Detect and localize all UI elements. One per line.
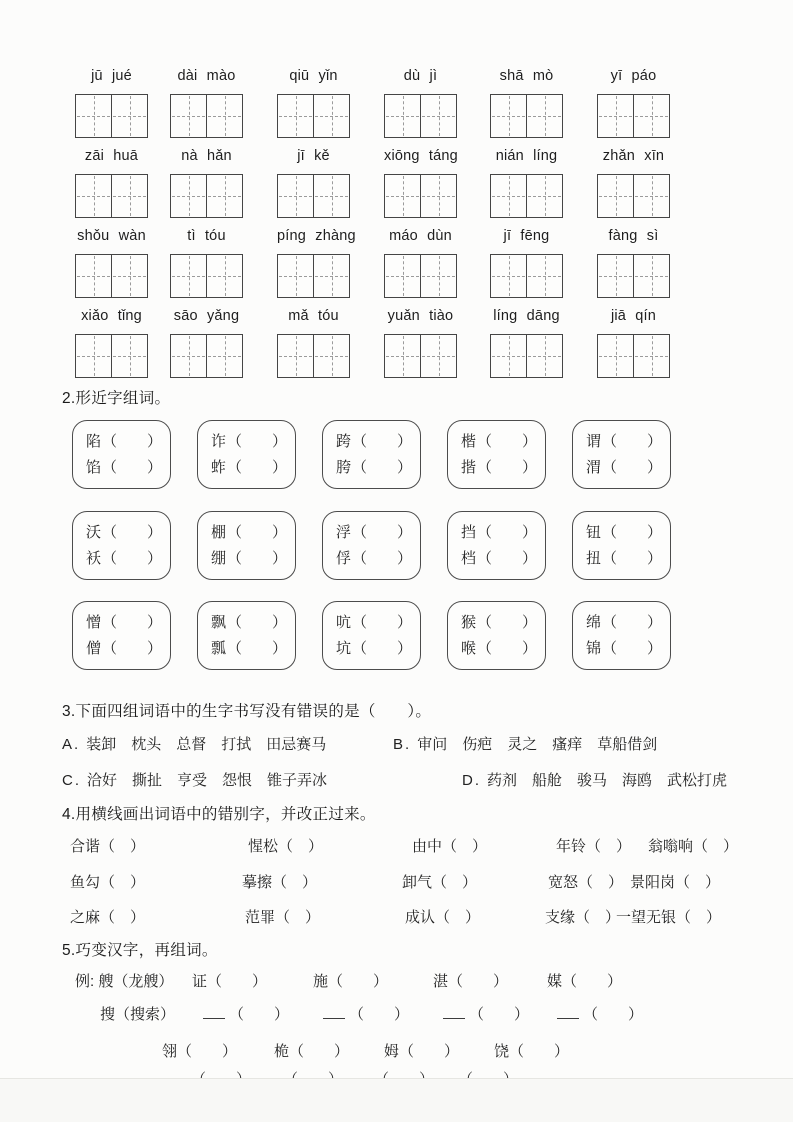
pair-box [72, 420, 171, 489]
pair-box [322, 601, 421, 670]
writing-grid [75, 174, 148, 218]
paren-blank: （ ） [352, 614, 413, 631]
paren-blank: （ ） [227, 459, 288, 476]
grid-cell [526, 335, 562, 377]
word-item: 之麻（ ） [70, 909, 146, 926]
pair-line [211, 636, 295, 662]
option-words: 审问 伤疤 灵之 瘙痒 草船借剑 [417, 736, 658, 753]
pair-line [461, 455, 545, 481]
pinyin-label: dài mào [177, 68, 236, 84]
char-item: 姆（ ） [384, 1043, 460, 1060]
paren-blank: （ ） [102, 640, 163, 657]
grid-cell [76, 255, 111, 297]
pair-box [572, 511, 671, 580]
pinyin-label: tì tóu [187, 228, 226, 244]
pair-line [86, 636, 170, 662]
grid-cell [385, 335, 420, 377]
pinyin-label: zhǎn xīn [602, 148, 665, 164]
pair-char: 袄 [86, 550, 102, 567]
word-item: 范罪（ ） [245, 909, 321, 926]
writing-grid [277, 94, 350, 138]
writing-grid [170, 94, 243, 138]
word-item: 翁嗡响（ ） [648, 838, 739, 855]
pair-line [461, 520, 545, 546]
pinyin-label: sāo yǎng [173, 308, 240, 324]
grid-cell [598, 95, 633, 137]
pair-line [86, 610, 170, 636]
option-label: C. [62, 772, 81, 789]
pinyin-column [384, 146, 457, 170]
grid-cell [598, 255, 633, 297]
pair-line [86, 546, 170, 572]
grid-cell [420, 175, 456, 217]
pair-char: 扭 [586, 550, 602, 567]
example-word: 搜（搜索） [100, 1006, 176, 1023]
pinyin-label: dù jì [403, 68, 438, 84]
paren-blank: （ ） [602, 614, 663, 631]
paren-blank: （ ） [352, 524, 413, 541]
pair-box [572, 420, 671, 489]
pair-char: 坑 [336, 640, 352, 657]
paren-blank: （ ） [102, 550, 163, 567]
pinyin-label: nián líng [495, 148, 558, 164]
pair-box [572, 601, 671, 670]
pinyin-row [0, 306, 793, 384]
pair-char: 陷 [86, 433, 102, 450]
paren-blank: （ ） [602, 524, 663, 541]
pair-char: 蚱 [211, 459, 227, 476]
pinyin-column [277, 306, 350, 330]
pinyin-label: jī kě [297, 148, 330, 164]
pinyin-column [490, 146, 563, 170]
pinyin-column [490, 306, 563, 330]
word-item: 年铃（ ） [556, 838, 632, 855]
pair-char: 猴 [461, 614, 477, 631]
paren-blank: （ ） [229, 1006, 290, 1023]
pair-line [336, 636, 420, 662]
grid-cell [313, 335, 349, 377]
grid-cell [420, 95, 456, 137]
pinyin-label: fàng sì [608, 228, 659, 244]
pair-line [586, 455, 670, 481]
grid-cell [206, 175, 242, 217]
grid-cell [385, 175, 420, 217]
writing-grid [75, 334, 148, 378]
pair-line [211, 455, 295, 481]
option-words: 洽好 撕扯 亨受 怨恨 锥子弄冰 [87, 772, 328, 789]
answer-blank [557, 1005, 579, 1019]
pinyin-column [384, 306, 457, 330]
pair-char: 谓 [586, 433, 602, 450]
option-a [62, 733, 326, 754]
word-row [0, 871, 793, 893]
grid-cell [111, 95, 147, 137]
grid-cell [491, 95, 526, 137]
pinyin-column [384, 226, 457, 250]
pair-line [336, 520, 420, 546]
word-item: 景阳岗（ ） [630, 874, 721, 891]
pair-char: 诈 [211, 433, 227, 450]
pinyin-column [277, 146, 350, 170]
pair-line [461, 610, 545, 636]
grid-cell [171, 95, 206, 137]
paren-blank: （ ） [477, 550, 538, 567]
section-5-title: 5.巧变汉字，再组词。 [62, 942, 218, 959]
word-item: 宽怒（ ） [548, 874, 624, 891]
pinyin-column [277, 66, 350, 90]
pair-char: 俘 [336, 550, 352, 567]
grid-cell [526, 255, 562, 297]
pair-char: 揩 [461, 459, 477, 476]
pinyin-row [0, 226, 793, 304]
writing-grid [490, 254, 563, 298]
option-label: B. [393, 736, 412, 753]
pair-char: 钮 [586, 524, 602, 541]
pair-char: 跨 [336, 433, 352, 450]
paren-blank: （ ） [602, 433, 663, 450]
paren-blank: （ ） [227, 433, 288, 450]
paren-blank: （ ） [352, 550, 413, 567]
pinyin-column [384, 66, 457, 90]
pair-char: 胯 [336, 459, 352, 476]
pair-char: 挡 [461, 524, 477, 541]
grid-cell [313, 175, 349, 217]
pinyin-label: jū jué [91, 68, 132, 84]
pair-line [336, 610, 420, 636]
pair-line [211, 546, 295, 572]
pair-line [86, 520, 170, 546]
writing-grid [597, 334, 670, 378]
pair-line [461, 636, 545, 662]
writing-grid [277, 334, 350, 378]
word-item: 由中（ ） [412, 838, 488, 855]
pair-line [86, 429, 170, 455]
paren-blank: （ ） [477, 433, 538, 450]
pair-char: 瓢 [211, 640, 227, 657]
paren-blank: （ ） [227, 550, 288, 567]
pair-char: 飘 [211, 614, 227, 631]
answer-blank [203, 1005, 225, 1019]
pair-box [197, 420, 296, 489]
pair-char: 渭 [586, 459, 602, 476]
word-item: 支缘（ ） [545, 909, 621, 926]
option-c [62, 769, 327, 790]
pair-box [322, 420, 421, 489]
paren-blank: （ ） [352, 640, 413, 657]
pinyin-label: shā mò [499, 68, 554, 84]
writing-grid [384, 334, 457, 378]
grid-cell [76, 335, 111, 377]
pair-box [447, 601, 546, 670]
writing-grid [384, 174, 457, 218]
word-item: 鱼勾（ ） [70, 874, 146, 891]
word-row [0, 835, 793, 857]
pinyin-column [170, 306, 243, 330]
option-label: A. [62, 736, 81, 753]
pair-box [322, 511, 421, 580]
word-item: 成认（ ） [405, 909, 481, 926]
pinyin-column [170, 66, 243, 90]
pinyin-label: qiū yǐn [289, 68, 338, 84]
paren-blank: （ ） [227, 524, 288, 541]
paren-blank: （ ） [477, 640, 538, 657]
pinyin-row [0, 146, 793, 224]
grid-cell [171, 175, 206, 217]
paren-blank: （ ） [352, 433, 413, 450]
pair-box [72, 601, 171, 670]
grid-cell [111, 335, 147, 377]
char-change-row [0, 970, 793, 994]
pair-char: 沃 [86, 524, 102, 541]
paren-blank: （ ） [602, 640, 663, 657]
pinyin-label: jī fēng [503, 228, 550, 244]
writing-grid [75, 254, 148, 298]
pair-char: 浮 [336, 524, 352, 541]
answer-group [203, 1003, 289, 1024]
grid-cell [633, 95, 669, 137]
pair-char: 憎 [86, 614, 102, 631]
paren-blank: （ ） [102, 433, 163, 450]
paren-blank: （ ） [352, 459, 413, 476]
word-item: 惺松（ ） [248, 838, 324, 855]
example-word: 艘（龙艘） [98, 973, 174, 990]
pair-line [586, 546, 670, 572]
writing-grid [490, 94, 563, 138]
writing-grid [75, 94, 148, 138]
writing-grid [277, 174, 350, 218]
paren-blank: （ ） [227, 614, 288, 631]
paren-blank: （ ） [102, 459, 163, 476]
section-2-title: 2.形近字组词。 [62, 390, 171, 407]
char-item: 翎（ ） [162, 1043, 238, 1060]
pinyin-label: xiōng táng [384, 148, 458, 164]
option-d [462, 769, 727, 790]
pinyin-column [170, 146, 243, 170]
grid-cell [171, 335, 206, 377]
pair-char: 锦 [586, 640, 602, 657]
grid-cell [111, 175, 147, 217]
pair-line [211, 520, 295, 546]
word-item: 卸气（ ） [402, 874, 478, 891]
pair-line [211, 610, 295, 636]
char-item: 证（ ） [192, 973, 268, 990]
grid-cell [633, 175, 669, 217]
pair-line [336, 429, 420, 455]
pair-char: 馅 [86, 459, 102, 476]
char-change-row [0, 1003, 793, 1027]
writing-grid [170, 174, 243, 218]
pair-line [336, 455, 420, 481]
grid-cell [633, 335, 669, 377]
pair-line [336, 546, 420, 572]
answer-blank [323, 1005, 345, 1019]
pair-line [586, 520, 670, 546]
pinyin-label: jiā qín [610, 308, 657, 324]
writing-grid [597, 94, 670, 138]
pinyin-column [75, 146, 148, 170]
pair-char: 绵 [586, 614, 602, 631]
paren-blank: （ ） [477, 459, 538, 476]
pair-char: 吭 [336, 614, 352, 631]
writing-grid [170, 334, 243, 378]
char-item: 湛（ ） [433, 973, 509, 990]
pair-line [586, 429, 670, 455]
pair-line [461, 546, 545, 572]
grid-cell [385, 95, 420, 137]
pinyin-column [75, 306, 148, 330]
example-item [75, 970, 173, 991]
grid-cell [526, 175, 562, 217]
grid-cell [278, 95, 313, 137]
pair-line [586, 610, 670, 636]
option-label: D. [462, 772, 481, 789]
pair-box [447, 420, 546, 489]
pair-box [197, 601, 296, 670]
grid-cell [313, 95, 349, 137]
word-item: 合谐（ ） [70, 838, 146, 855]
section-3-title: 3.下面四组词语中的生字书写没有错误的是（ ）。 [62, 703, 432, 720]
pair-char: 楷 [461, 433, 477, 450]
paren-blank: （ ） [602, 550, 663, 567]
example-label: 例: [75, 973, 95, 990]
grid-cell [313, 255, 349, 297]
pinyin-label: mǎ tóu [288, 308, 339, 324]
pinyin-label: shǒu wàn [77, 228, 146, 244]
paren-blank: （ ） [602, 459, 663, 476]
grid-cell [633, 255, 669, 297]
writing-grid [490, 334, 563, 378]
answer-group [443, 1003, 529, 1024]
pair-box [72, 511, 171, 580]
paren-blank: （ ） [477, 614, 538, 631]
pair-char: 棚 [211, 524, 227, 541]
char-item: 媒（ ） [547, 973, 623, 990]
char-change-row [0, 1040, 793, 1064]
paren-blank: （ ） [102, 614, 163, 631]
paren-blank: （ ） [583, 1006, 644, 1023]
writing-grid [170, 254, 243, 298]
grid-cell [385, 255, 420, 297]
pinyin-label: yī páo [610, 68, 657, 84]
grid-cell [111, 255, 147, 297]
grid-cell [420, 255, 456, 297]
grid-cell [526, 95, 562, 137]
pair-line [211, 429, 295, 455]
pinyin-label: líng dāng [493, 308, 560, 324]
pair-char: 僧 [86, 640, 102, 657]
char-item: 桅（ ） [274, 1043, 350, 1060]
writing-grid [597, 174, 670, 218]
pinyin-label: zāi huā [84, 148, 139, 164]
pinyin-label: xiǎo tǐng [81, 308, 142, 324]
word-row [0, 906, 793, 928]
char-item: 施（ ） [313, 973, 389, 990]
writing-grid [277, 254, 350, 298]
grid-cell [491, 335, 526, 377]
grid-cell [76, 175, 111, 217]
answer-group [557, 1003, 643, 1024]
pair-line [86, 455, 170, 481]
pinyin-column [597, 306, 670, 330]
word-item: 一望无银（ ） [616, 909, 722, 926]
pinyin-column [597, 146, 670, 170]
answer-group [323, 1003, 409, 1024]
pinyin-column [597, 66, 670, 90]
grid-cell [76, 95, 111, 137]
grid-cell [206, 335, 242, 377]
grid-cell [598, 175, 633, 217]
writing-grid [597, 254, 670, 298]
grid-cell [278, 335, 313, 377]
option-b [393, 733, 657, 754]
writing-grid [384, 254, 457, 298]
grid-cell [491, 255, 526, 297]
grid-cell [278, 175, 313, 217]
grid-cell [278, 255, 313, 297]
grid-cell [206, 255, 242, 297]
pinyin-label: máo dùn [389, 228, 452, 244]
page-bottom-edge [0, 1078, 793, 1122]
answer-blank [443, 1005, 465, 1019]
pair-char: 绷 [211, 550, 227, 567]
pair-char: 档 [461, 550, 477, 567]
pinyin-column [277, 226, 356, 250]
option-words: 药剂 船舱 骏马 海鸥 武松打虎 [487, 772, 728, 789]
writing-grid [490, 174, 563, 218]
grid-cell [206, 95, 242, 137]
writing-grid [384, 94, 457, 138]
pair-line [586, 636, 670, 662]
pinyin-column [170, 226, 243, 250]
pinyin-label: píng zhàng [277, 228, 356, 244]
pinyin-column [490, 66, 563, 90]
paren-blank: （ ） [102, 524, 163, 541]
pinyin-column [75, 66, 148, 90]
section-4-title: 4.用横线画出词语中的错别字，并改正过来。 [62, 806, 376, 823]
grid-cell [491, 175, 526, 217]
pair-box [447, 511, 546, 580]
grid-cell [598, 335, 633, 377]
grid-cell [420, 335, 456, 377]
pair-box [197, 511, 296, 580]
pinyin-column [597, 226, 670, 250]
paren-blank: （ ） [227, 640, 288, 657]
grid-cell [171, 255, 206, 297]
pinyin-label: yuǎn tiào [387, 308, 454, 324]
pair-line [461, 429, 545, 455]
word-item: 摹擦（ ） [242, 874, 318, 891]
pinyin-column [75, 226, 148, 250]
option-words: 装卸 枕头 总督 打拭 田忌赛马 [86, 736, 327, 753]
pinyin-row [0, 66, 793, 144]
pinyin-label: nà hǎn [181, 148, 232, 164]
paren-blank: （ ） [349, 1006, 410, 1023]
paren-blank: （ ） [469, 1006, 530, 1023]
paren-blank: （ ） [477, 524, 538, 541]
pair-char: 喉 [461, 640, 477, 657]
char-item: 饶（ ） [494, 1043, 570, 1060]
pinyin-column [490, 226, 563, 250]
